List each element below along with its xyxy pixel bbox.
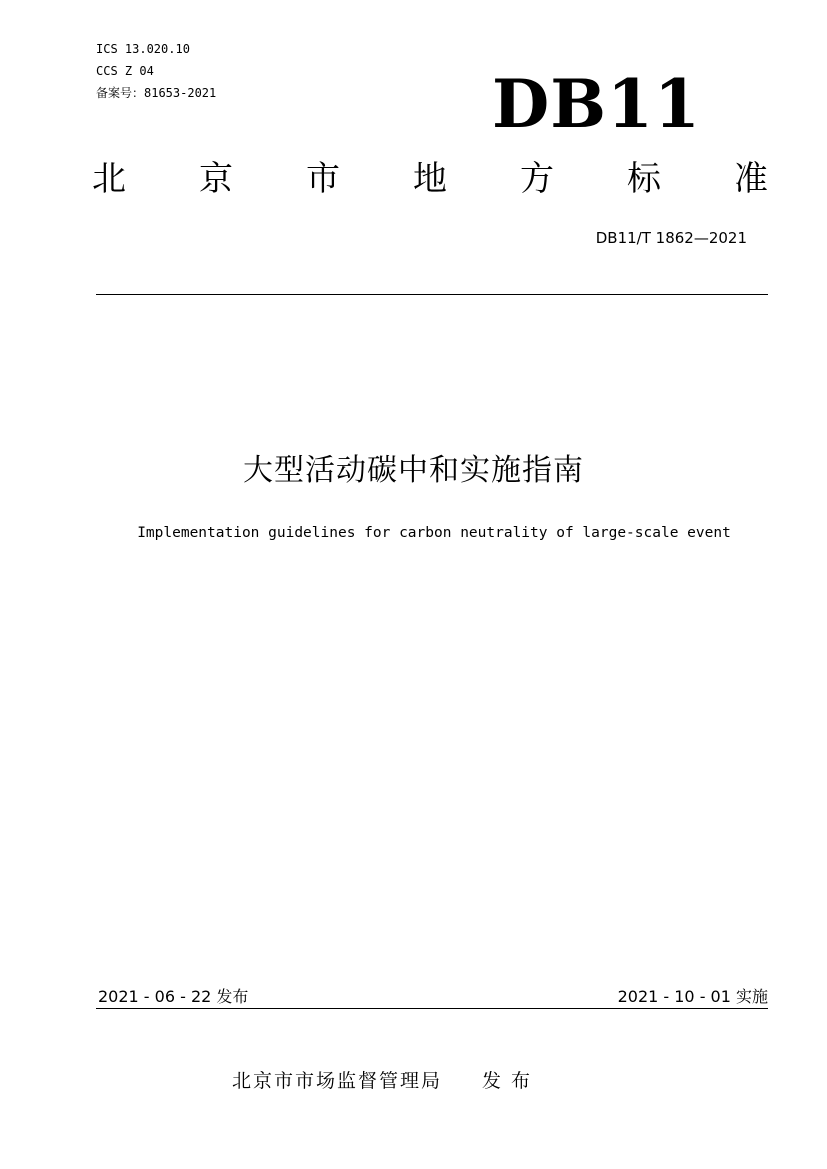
standard-type-char: 准 [734, 159, 768, 199]
publish-label: 发布 [482, 1070, 541, 1092]
publisher-name: 北京市市场监督管理局 [232, 1070, 443, 1092]
standard-type-char: 市 [306, 159, 340, 199]
standard-type-char: 方 [520, 159, 554, 199]
record-number: 备案号：81653-2021 [96, 86, 217, 100]
standard-type-char: 京 [199, 159, 233, 199]
footer-divider [96, 1008, 768, 1009]
document-title-cn: 大型活动碳中和实施指南 [243, 453, 584, 488]
ccs-code: CCS Z 04 [96, 64, 154, 78]
implementation-date: 2021 - 10 - 01 实施 [617, 987, 768, 1006]
publisher-line [232, 1068, 540, 1094]
standard-type-char: 标 [627, 159, 661, 199]
issue-date: 2021 - 06 - 22 发布 [98, 987, 249, 1006]
standard-code: DB11/T 1862—2021 [595, 229, 747, 247]
document-title-en: Implementation guidelines for carbon neutrality of large-scale event [137, 525, 731, 541]
standard-type-char: 地 [413, 159, 447, 199]
standard-type-heading [92, 156, 768, 202]
ics-code: ICS 13.020.10 [96, 42, 190, 56]
header-divider [96, 294, 768, 295]
standard-logo: DB11 [492, 65, 701, 143]
standard-type-char: 北 [92, 159, 126, 199]
